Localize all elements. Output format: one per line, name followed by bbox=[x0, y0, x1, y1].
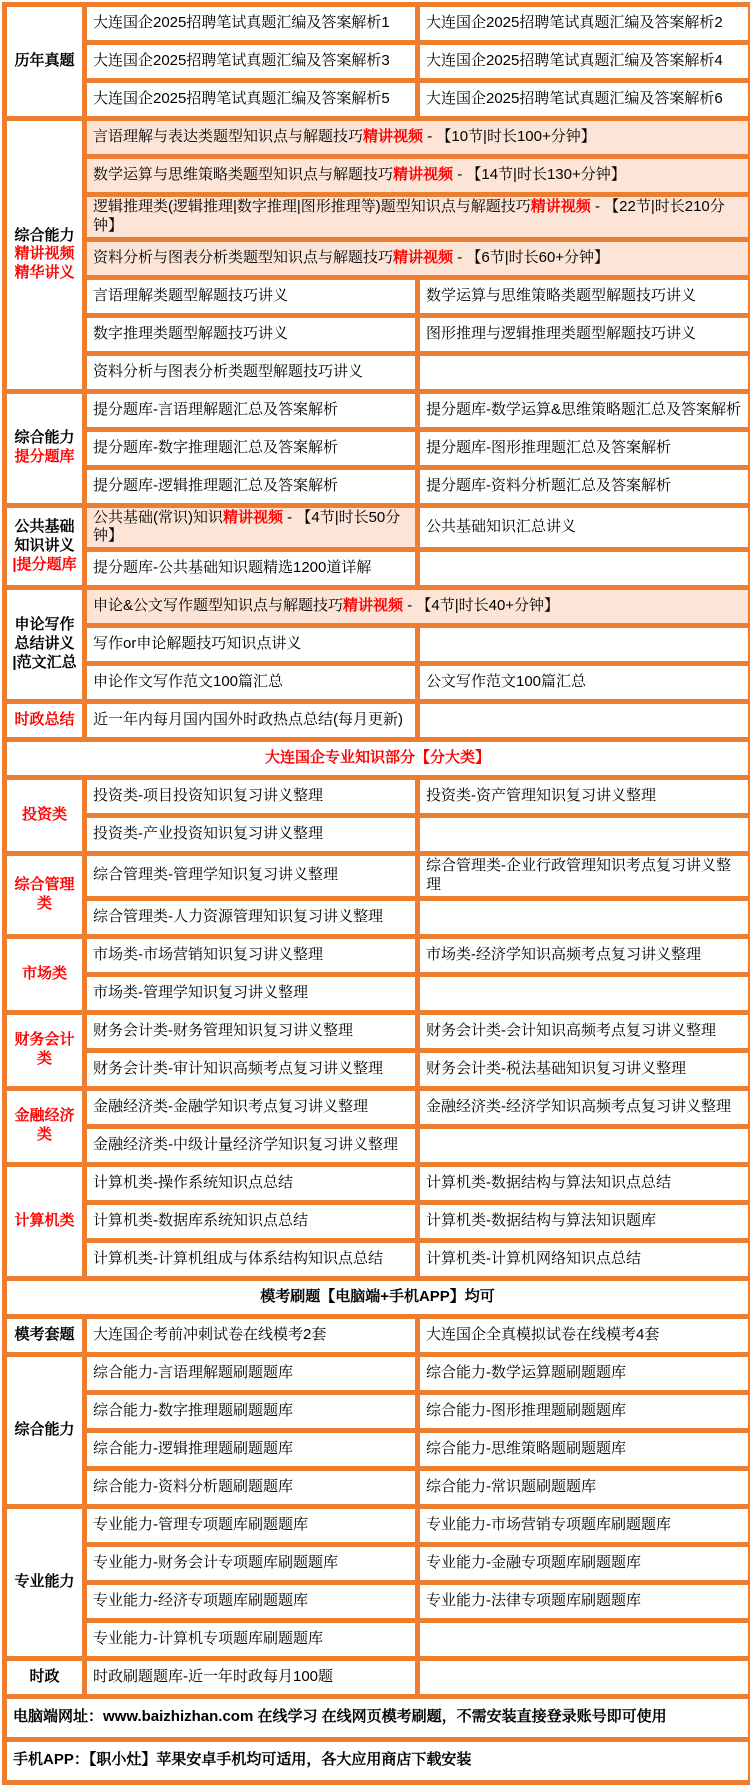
course-cell bbox=[418, 353, 750, 391]
section-label-public-basics bbox=[5, 505, 85, 588]
course-cell bbox=[418, 898, 750, 936]
course-cell: 计算机类-计算机组成与体系结构知识点总结 bbox=[85, 1240, 418, 1278]
course-cell: 财务会计类-税法基础知识复习讲义整理 bbox=[418, 1050, 750, 1088]
section-label-line: 知识讲义 bbox=[9, 537, 80, 556]
course-cell: 提分题库-言语理解题汇总及答案解析 bbox=[85, 391, 418, 429]
course-cell: 市场类-经济学知识高频考点复习讲义整理 bbox=[418, 936, 750, 974]
course-cell: 财务会计类-财务管理知识复习讲义整理 bbox=[85, 1012, 418, 1050]
course-cell: 大连国企2025招聘笔试真题汇编及答案解析1 bbox=[85, 5, 418, 43]
course-cell: 综合能力-图形推理题刷题题库 bbox=[418, 1392, 750, 1430]
course-cell: 金融经济类-经济学知识高频考点复习讲义整理 bbox=[418, 1088, 750, 1126]
pc-website-footer: 电脑端网址：www.baizhizhan.com 在线学习 在线网页模考刷题，不需安装直接登录账号即可使用 bbox=[5, 1696, 750, 1739]
course-cell bbox=[418, 550, 750, 588]
course-cell: 专业能力-法律专项题库刷题题库 bbox=[418, 1582, 750, 1620]
course-cell: 金融经济类-金融学知识考点复习讲义整理 bbox=[85, 1088, 418, 1126]
highlight-text: 精讲视频 bbox=[223, 509, 283, 526]
course-cell: 数学运算与思维策略类题型解题技巧讲义 bbox=[418, 277, 750, 315]
course-cell: 申论作文写作范文100篇汇总 bbox=[85, 664, 418, 702]
course-cell bbox=[418, 702, 750, 740]
section-label-line: 综合能力 bbox=[9, 1421, 80, 1440]
section-label-line: 时政 bbox=[9, 1668, 80, 1687]
professional-knowledge-header: 大连国企专业知识部分【分大类】 bbox=[5, 740, 750, 778]
course-cell: 图形推理与逻辑推理类题型解题技巧讲义 bbox=[418, 315, 750, 353]
section-label-comprehensive-video-lectures bbox=[5, 119, 85, 392]
course-cell bbox=[418, 1126, 750, 1164]
cell-text: 逻辑推理类(逻辑推理|数字推理|图形推理等)题型知识点与解题技巧 bbox=[93, 198, 531, 215]
course-cell: 时政刷题题库-近一年时政每月100题 bbox=[85, 1658, 418, 1696]
section-label-line: 计算机类 bbox=[9, 1212, 80, 1231]
section-label-finance-accounting bbox=[5, 1012, 85, 1088]
course-cell: 综合管理类-管理学知识复习讲义整理 bbox=[85, 854, 418, 899]
section-label-investment bbox=[5, 778, 85, 854]
course-cell: 言语理解类题型解题技巧讲义 bbox=[85, 277, 418, 315]
cell-text: 申论&公文写作题型知识点与解题技巧 bbox=[93, 597, 343, 614]
course-cell: 综合管理类-企业行政管理知识考点复习讲义整理 bbox=[418, 854, 750, 899]
section-label-line: 类 bbox=[9, 1126, 80, 1145]
course-cell: 数字推理类题型解题技巧讲义 bbox=[85, 315, 418, 353]
course-cell: 综合能力-言语理解题刷题题库 bbox=[85, 1354, 418, 1392]
section-label-line: 专业能力 bbox=[9, 1573, 80, 1592]
course-cell bbox=[418, 1620, 750, 1658]
course-cell: 综合能力-思维策略题刷题题库 bbox=[418, 1430, 750, 1468]
course-cell bbox=[418, 816, 750, 854]
course-cell: 专业能力-经济专项题库刷题题库 bbox=[85, 1582, 418, 1620]
cell-text: 公共基础(常识)知识 bbox=[93, 509, 223, 526]
course-cell: 计算机类-数据结构与算法知识点总结 bbox=[418, 1164, 750, 1202]
course-cell: 市场类-管理学知识复习讲义整理 bbox=[85, 974, 418, 1012]
course-cell: 计算机类-操作系统知识点总结 bbox=[85, 1164, 418, 1202]
course-cell: 金融经济类-中级计量经济学知识复习讲义整理 bbox=[85, 1126, 418, 1164]
section-label-mock-exam-sets bbox=[5, 1316, 85, 1354]
course-cell bbox=[85, 195, 750, 240]
course-cell: 财务会计类-会计知识高频考点复习讲义整理 bbox=[418, 1012, 750, 1050]
course-cell: 资料分析与图表分析类题型解题技巧讲义 bbox=[85, 353, 418, 391]
cell-text: - 【4节|时长40+分钟】 bbox=[403, 597, 559, 614]
section-label-line: 市场类 bbox=[9, 965, 80, 984]
course-cell: 专业能力-金融专项题库刷题题库 bbox=[418, 1544, 750, 1582]
course-cell: 综合能力-资料分析题刷题题库 bbox=[85, 1468, 418, 1506]
course-cell: 综合管理类-人力资源管理知识复习讲义整理 bbox=[85, 898, 418, 936]
course-cell: 大连国企2025招聘笔试真题汇编及答案解析2 bbox=[418, 5, 750, 43]
course-cell: 投资类-项目投资知识复习讲义整理 bbox=[85, 778, 418, 816]
highlight-text: 精讲视频 bbox=[363, 128, 423, 145]
section-label-line: 精华讲义 bbox=[9, 264, 80, 283]
course-cell bbox=[418, 626, 750, 664]
course-cell bbox=[418, 1658, 750, 1696]
course-cell: 财务会计类-审计知识高频考点复习讲义整理 bbox=[85, 1050, 418, 1088]
cell-text: - 【22节|时长210分钟】 bbox=[93, 198, 725, 234]
section-label-professional-ability-practice bbox=[5, 1506, 85, 1658]
course-cell bbox=[85, 119, 750, 157]
cell-text: 言语理解与表达类题型知识点与解题技巧 bbox=[93, 128, 363, 145]
mobile-app-footer: 手机APP：【职小灶】苹果安卓手机均可适用，各大应用商店下载安装 bbox=[5, 1739, 750, 1782]
course-cell: 近一年内每月国内国外时政热点总结(每月更新) bbox=[85, 702, 418, 740]
cell-text: - 【10节|时长100+分钟】 bbox=[423, 128, 596, 145]
course-cell: 公文写作范文100篇汇总 bbox=[418, 664, 750, 702]
course-cell bbox=[85, 505, 418, 550]
section-label-computer-science bbox=[5, 1164, 85, 1278]
course-table bbox=[2, 2, 750, 1785]
section-label-comprehensive-ability-practice bbox=[5, 1354, 85, 1506]
course-cell: 提分题库-资料分析题汇总及答案解析 bbox=[418, 467, 750, 505]
section-label-line: 综合能力 bbox=[9, 429, 80, 448]
cell-text: - 【4节|时长50分钟】 bbox=[93, 509, 400, 545]
course-cell: 综合能力-数字推理题刷题题库 bbox=[85, 1392, 418, 1430]
page bbox=[2, 2, 748, 1785]
course-cell: 专业能力-财务会计专项题库刷题题库 bbox=[85, 1544, 418, 1582]
section-label-general-management bbox=[5, 854, 85, 937]
section-label-line: 综合管理 bbox=[9, 876, 80, 895]
mock-practice-header: 模考刷题【电脑端+手机APP】均可 bbox=[5, 1278, 750, 1316]
course-cell: 计算机类-数据结构与算法知识题库 bbox=[418, 1202, 750, 1240]
course-cell bbox=[418, 974, 750, 1012]
cell-text: 数学运算与思维策略类题型知识点与解题技巧 bbox=[93, 166, 393, 183]
section-label-line: 历年真题 bbox=[9, 52, 80, 71]
section-label-essay-writing bbox=[5, 588, 85, 702]
section-label-past-papers bbox=[5, 5, 85, 119]
cell-text: - 【6节|时长60+分钟】 bbox=[453, 249, 609, 266]
course-cell: 提分题库-图形推理题汇总及答案解析 bbox=[418, 429, 750, 467]
course-cell bbox=[85, 239, 750, 277]
section-label-line: 总结讲义 bbox=[9, 635, 80, 654]
section-label-line: 财务会计 bbox=[9, 1031, 80, 1050]
course-cell: 专业能力-管理专项题库刷题题库 bbox=[85, 1506, 418, 1544]
course-cell: 大连国企2025招聘笔试真题汇编及答案解析4 bbox=[418, 43, 750, 81]
section-label-line: 时政总结 bbox=[9, 711, 80, 730]
section-label-current-affairs-summary bbox=[5, 702, 85, 740]
section-label-comprehensive-question-bank bbox=[5, 391, 85, 505]
section-label-line: 金融经济 bbox=[9, 1107, 80, 1126]
course-cell: 大连国企考前冲刺试卷在线模考2套 bbox=[85, 1316, 418, 1354]
section-label-current-affairs-practice bbox=[5, 1658, 85, 1696]
section-label-line: |范文汇总 bbox=[9, 654, 80, 673]
section-label-financial-economics bbox=[5, 1088, 85, 1164]
course-cell: 综合能力-常识题刷题题库 bbox=[418, 1468, 750, 1506]
highlight-text: 精讲视频 bbox=[531, 198, 591, 215]
course-cell: 写作or申论解题技巧知识点讲义 bbox=[85, 626, 418, 664]
section-label-line: 类 bbox=[9, 895, 80, 914]
course-cell: 公共基础知识汇总讲义 bbox=[418, 505, 750, 550]
course-cell bbox=[85, 588, 750, 626]
course-cell: 大连国企全真模拟试卷在线模考4套 bbox=[418, 1316, 750, 1354]
course-cell: 提分题库-数学运算&思维策略题汇总及答案解析 bbox=[418, 391, 750, 429]
section-label-line: 精讲视频 bbox=[9, 245, 80, 264]
course-cell: 提分题库-数字推理题汇总及答案解析 bbox=[85, 429, 418, 467]
highlight-text: 精讲视频 bbox=[393, 249, 453, 266]
course-cell: 大连国企2025招聘笔试真题汇编及答案解析6 bbox=[418, 81, 750, 119]
cell-text: 资料分析与图表分析类题型知识点与解题技巧 bbox=[93, 249, 393, 266]
section-label-line: 投资类 bbox=[9, 806, 80, 825]
course-cell: 综合能力-数学运算题刷题题库 bbox=[418, 1354, 750, 1392]
section-label-line: 提分题库 bbox=[9, 448, 80, 467]
course-cell: 专业能力-市场营销专项题库刷题题库 bbox=[418, 1506, 750, 1544]
highlight-text: 精讲视频 bbox=[343, 597, 403, 614]
section-label-line: 公共基础 bbox=[9, 518, 80, 537]
section-label-line: 综合能力 bbox=[9, 227, 80, 246]
course-cell: 投资类-资产管理知识复习讲义整理 bbox=[418, 778, 750, 816]
cell-text: - 【14节|时长130+分钟】 bbox=[453, 166, 626, 183]
highlight-text: 精讲视频 bbox=[393, 166, 453, 183]
course-cell: 大连国企2025招聘笔试真题汇编及答案解析5 bbox=[85, 81, 418, 119]
course-cell: 大连国企2025招聘笔试真题汇编及答案解析3 bbox=[85, 43, 418, 81]
section-label-line: 申论写作 bbox=[9, 616, 80, 635]
course-cell: 提分题库-公共基础知识题精选1200道详解 bbox=[85, 550, 418, 588]
course-cell: 计算机类-计算机网络知识点总结 bbox=[418, 1240, 750, 1278]
course-cell: 综合能力-逻辑推理题刷题题库 bbox=[85, 1430, 418, 1468]
section-label-line: |提分题库 bbox=[9, 556, 80, 575]
course-cell: 专业能力-计算机专项题库刷题题库 bbox=[85, 1620, 418, 1658]
course-cell: 提分题库-逻辑推理题汇总及答案解析 bbox=[85, 467, 418, 505]
course-cell: 投资类-产业投资知识复习讲义整理 bbox=[85, 816, 418, 854]
section-label-line: 类 bbox=[9, 1050, 80, 1069]
course-cell bbox=[85, 157, 750, 195]
section-label-marketing bbox=[5, 936, 85, 1012]
course-cell: 计算机类-数据库系统知识点总结 bbox=[85, 1202, 418, 1240]
course-cell: 市场类-市场营销知识复习讲义整理 bbox=[85, 936, 418, 974]
section-label-line: 模考套题 bbox=[9, 1326, 80, 1345]
